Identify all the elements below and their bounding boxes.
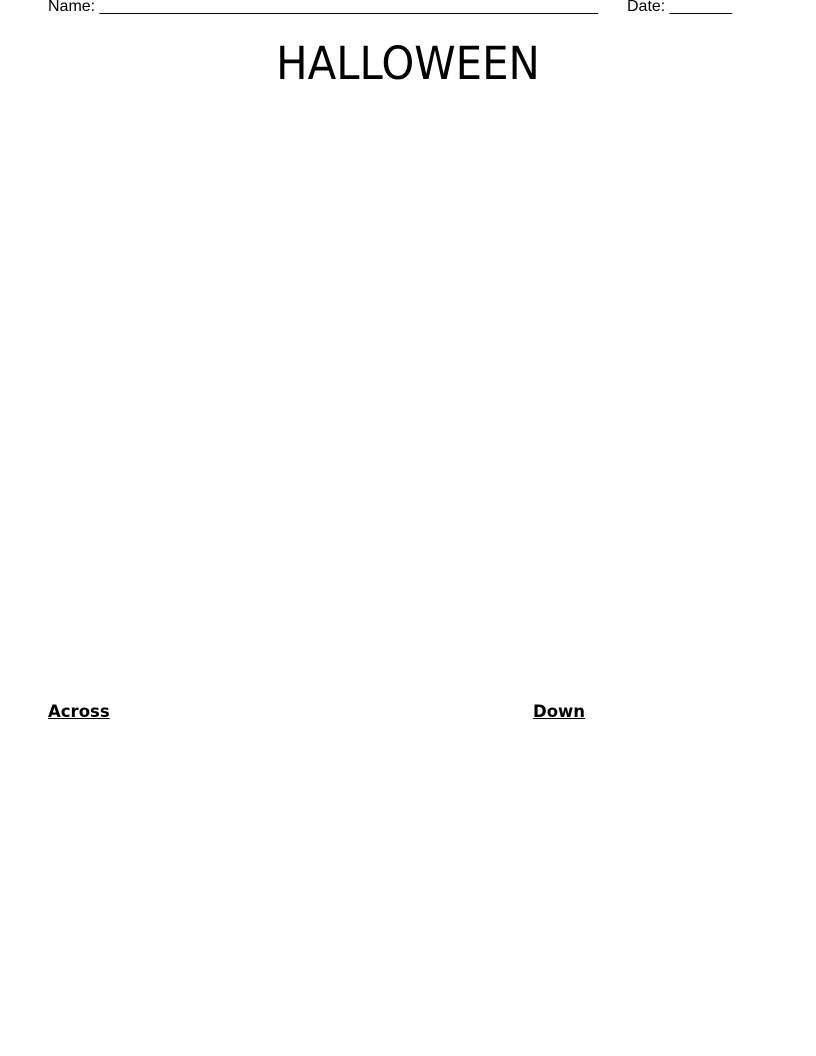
date-field[interactable]: Date: _______ bbox=[627, 0, 732, 15]
across-heading: Across bbox=[48, 702, 110, 721]
name-field[interactable]: Name: ________________________________________________________ bbox=[48, 0, 598, 15]
clues-column-3 bbox=[533, 702, 763, 725]
down-heading: Down bbox=[533, 702, 586, 721]
puzzle-title: HALLOWEEN bbox=[276, 37, 540, 90]
clues-column-1 bbox=[48, 702, 273, 725]
